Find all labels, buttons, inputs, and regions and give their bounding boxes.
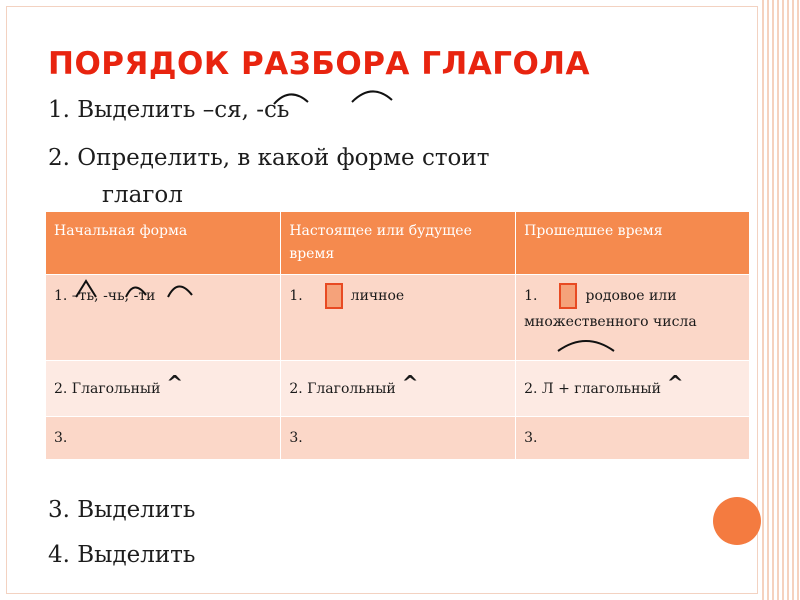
- decorative-stripes: [762, 0, 800, 600]
- step-1: 1. Выделить –ся, -сь: [48, 97, 290, 123]
- ending-box-icon: [325, 283, 343, 309]
- row1-past-number: 1.: [524, 288, 538, 304]
- cell-present-1: [281, 275, 516, 361]
- step-3: 3. Выделить: [48, 497, 196, 523]
- step-4: 4. Выделить: [48, 542, 196, 568]
- cell-past-1: [516, 275, 750, 361]
- suffix-label: 2. Глагольный: [54, 380, 161, 397]
- step-2-continued: глагол: [102, 182, 183, 208]
- suffix-label: 2. Глагольный: [289, 380, 396, 397]
- cell-initial-1: [46, 275, 281, 361]
- personal-ending: личное: [350, 288, 405, 304]
- cell-initial-3: 3.: [46, 417, 281, 460]
- decorative-circle: [713, 497, 761, 545]
- suffix-caret-icon: ^: [401, 370, 419, 395]
- arc-marks: [74, 277, 204, 299]
- gender-ending: родовое или множественного числа: [524, 288, 697, 330]
- arc-marks: [556, 335, 616, 355]
- cell-past-2: [516, 361, 750, 417]
- ending-box-icon: [559, 283, 577, 309]
- suffix-caret-icon: ^: [666, 370, 684, 395]
- cell-present-2: [281, 361, 516, 417]
- verb-form-table: [46, 212, 750, 459]
- header-past: Прошедшее время: [516, 212, 750, 275]
- slide-title: ПОРЯДОК РАЗБОРА ГЛАГОЛА: [48, 46, 591, 82]
- header-initial-form: Начальная форма: [46, 212, 281, 275]
- row1-number: 1.: [289, 288, 303, 304]
- suffix-text: 1. –ть, -чь, -ти: [54, 288, 156, 304]
- suffix-caret-icon: ^: [166, 370, 184, 395]
- cell-past-3: 3.: [516, 417, 750, 460]
- arc-marks: [270, 80, 400, 110]
- cell-initial-2: [46, 361, 281, 417]
- suffix-label: 2. Л + глагольный: [524, 380, 661, 397]
- cell-present-3: 3.: [281, 417, 516, 460]
- step-2: 2. Определить, в какой форме стоит: [48, 145, 490, 171]
- header-present-future: Настоящее или будущее время: [281, 212, 516, 275]
